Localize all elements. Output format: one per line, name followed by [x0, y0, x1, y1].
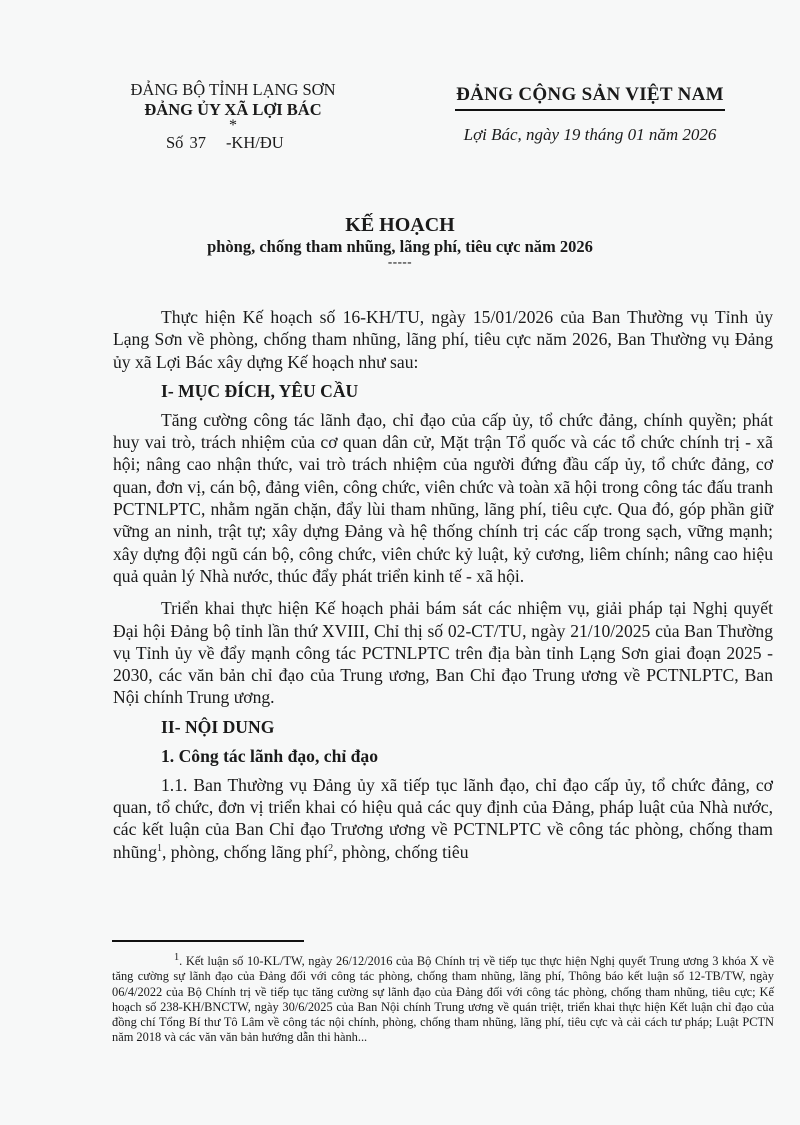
document-number-prefix: Số	[166, 133, 184, 152]
party-header-block	[440, 84, 740, 145]
footnote-1	[112, 950, 774, 1045]
document-title: KẾ HOẠCH	[345, 214, 455, 236]
document-number-suffix: -KH/ĐU	[225, 133, 284, 152]
footnote-marker: 1	[174, 952, 180, 963]
paragraph-1-1-text-b: , phòng, chống lãng phí	[161, 841, 329, 862]
star-mark: *	[229, 117, 237, 134]
provincial-party-committee: ĐẢNG BỘ TỈNH LẠNG SƠN	[130, 80, 336, 99]
footnote-separator	[112, 940, 304, 942]
footnote-text: . Kết luận số 10-KL/TW, ngày 26/12/2016 của Bộ Chính trị về tiếp tục thực hiện Nghị quyết Trung ương 3 khóa X về tăng cường sự lãnh đạo của Đảng đối với công tác phòng, chống tham nhũng, lãng phí, Thông báo kết luận số 12-TB/TW, ngày 06/4/2022 của Bộ Chính trị về tiếp tục tăng cường sự lãnh đạo của Đảng đối với công tác phòng, chống tham nhũng, tiêu cực; Kế hoạch số 238-KH/BNCTW, ngày 30/6/2025 của Ban Nội chính Trung ương về quán triệt, triển khai thực hiện Kết luận chỉ đạo của đồng chí Tổng Bí thư Tô Lâm về công tác nội chính, phòng, chống tham nhũng, lãng phí, tiêu cực và cải cách tư pháp; Luật PCTN năm 2018 và các văn văn bản hướng dẫn thi hành...	[112, 954, 774, 1045]
purpose-paragraph-1: Tăng cường công tác lãnh đạo, chỉ đạo của cấp ủy, tổ chức đảng, chính quyền; phát huy vai trò, trách nhiệm của cơ quan dân cử, Mặt trận Tổ quốc và các tổ chức chính trị - xã hội; nâng cao nhận thức, vai trò trách nhiệm của người đứng đầu cấp ủy, tổ chức đảng, cơ quan, đơn vị, cán bộ, đảng viên, công chức, viên chức và toàn xã hội trong công tác đấu tranh PCTNLPTC, nhằm ngăn chặn, đẩy lùi tham nhũng, lãng phí, tiêu cực. Qua đó, góp phần giữ vững an ninh, trật tự; xây dựng Đảng và hệ thống chính trị các cấp trong sạch, vững mạnh; xây dựng đội ngũ cán bộ, công chức, viên chức kỷ luật, kỷ cương, liêm chính; nâng cao hiệu quả quản lý Nhà nước, thúc đẩy phát triển kinh tế - xã hội.	[113, 409, 773, 586]
document-subtitle: phòng, chống tham nhũng, lãng phí, tiêu cực năm 2026	[207, 237, 593, 256]
paragraph-1-1-text-c: , phòng, chống tiêu	[333, 841, 469, 862]
document-title-block	[0, 213, 800, 267]
title-divider: -----	[387, 254, 413, 269]
commune-party-committee: ĐẢNG ỦY XÃ LỢI BÁC	[144, 100, 322, 119]
intro-paragraph: Thực hiện Kế hoạch số 16-KH/TU, ngày 15/01/2026 của Ban Thường vụ Tỉnh ủy Lạng Sơn về phòng, chống tham nhũng, lãng phí, tiêu cực năm 2026, Ban Thường vụ Đảng ủy xã Lợi Bác xây dựng Kế hoạch như sau:	[113, 307, 773, 372]
document-body	[113, 306, 773, 863]
section-heading-purpose: I- MỤC ĐÍCH, YÊU CẦU	[161, 380, 359, 401]
purpose-paragraph-2: Triển khai thực hiện Kế hoạch phải bám sát các nhiệm vụ, giải pháp tại Nghị quyết Đại hội Đảng bộ tỉnh lần thứ XVIII, Chỉ thị số 02-CT/TU, ngày 21/10/2025 của Ban Thường vụ Tỉnh ủy về đẩy mạnh công tác PCTNLPTC trên địa bàn tỉnh Lạng Sơn giai đoạn 2025 - 2030, các văn bản chỉ đạo của Trung ương, Ban Chỉ đạo Trung ương về PCTNLPTC, Ban Nội chính Trung ương.	[113, 598, 773, 708]
place-and-date: Lợi Bác, ngày 19 tháng 01 năm 2026	[463, 124, 717, 144]
section-heading-content: II- NỘI DUNG	[161, 716, 275, 737]
document-number-value: 37	[189, 133, 206, 152]
party-name-underline	[455, 109, 725, 111]
paragraph-1-1-text-a: 1.1. Ban Thường vụ Đảng ủy xã tiếp tục lãnh đạo, chỉ đạo cấp ủy, tổ chức đảng, cơ quan, tổ chức, đơn vị triển khai có hiệu quả các quy định của Đảng, pháp luật của Nhà nước, các kết luận của Ban Chỉ đạo Trương ương về PCTNLPTC về công tác phòng, chống tham nhũng	[113, 774, 773, 862]
document-number	[118, 132, 348, 154]
party-name: ĐẢNG CỘNG SẢN VIỆT NAM	[456, 84, 724, 105]
paragraph-1-1	[113, 774, 773, 863]
footnote-ref-1[interactable]: 1	[156, 842, 162, 854]
footnote-ref-2[interactable]: 2	[328, 842, 334, 854]
subsection-heading-leadership: 1. Công tác lãnh đạo, chỉ đạo	[161, 745, 379, 766]
issuing-authority-block	[118, 80, 348, 154]
